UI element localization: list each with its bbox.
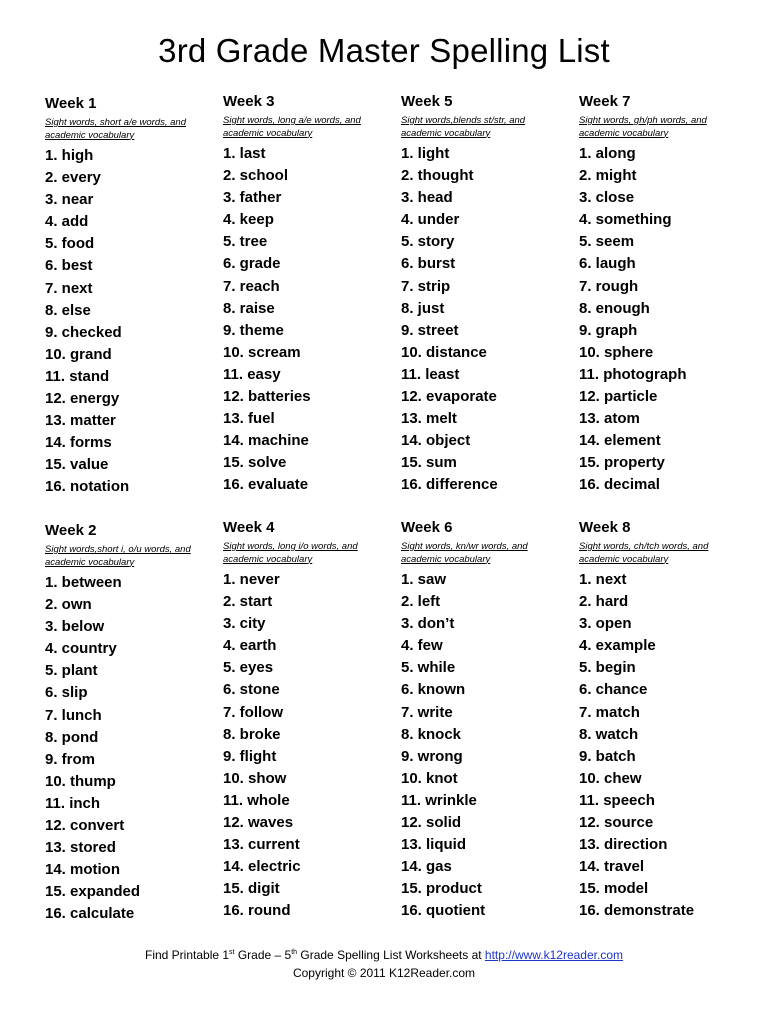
footer-text: Grade Spelling List Worksheets at — [297, 948, 485, 962]
list-item: 8. raise — [223, 299, 275, 317]
week-subtitle: Sight words, long i/o words, and academic vocabulary — [223, 541, 358, 565]
list-item: 1. along — [579, 145, 636, 162]
list-item: 7. rough — [579, 277, 639, 295]
week-6-section — [401, 519, 576, 923]
list-item: 13. melt — [401, 410, 457, 428]
list-item: 14. gas — [401, 858, 452, 876]
list-item: 13. fuel — [223, 410, 275, 428]
list-item: 11. easy — [223, 365, 281, 383]
week-subtitle: Sight words, short a/e words, and academic vocabulary — [45, 117, 186, 141]
week-7-section — [579, 93, 754, 497]
list-item: 4. something — [579, 211, 672, 229]
list-item: 11. inch — [45, 794, 101, 812]
list-item: 11. speech — [579, 791, 655, 809]
list-item: 15. value — [45, 456, 109, 474]
list-item: 14. forms — [45, 434, 112, 452]
list-item: 12. particle — [579, 388, 658, 406]
word-list — [45, 572, 220, 926]
week-heading: Week 8 — [579, 519, 631, 536]
list-item: 15. digit — [223, 880, 280, 898]
list-item: 14. machine — [223, 432, 309, 450]
footer-text: Find Printable 1 — [145, 948, 230, 962]
week-heading: Week 4 — [223, 519, 275, 536]
week-4-section — [223, 519, 398, 923]
list-item: 5. begin — [579, 659, 636, 677]
week-8-section — [579, 519, 754, 923]
list-item: 7. match — [579, 703, 640, 721]
list-item: 16. decimal — [579, 476, 660, 494]
list-item: 11. stand — [45, 367, 110, 385]
list-item: 9. from — [45, 750, 96, 768]
list-item: 5. food — [45, 235, 95, 253]
list-item: 2. thought — [401, 167, 474, 185]
list-item: 2. left — [401, 593, 441, 611]
word-list — [401, 569, 576, 923]
list-item: 7. write — [401, 703, 453, 721]
list-item: 8. else — [45, 301, 91, 319]
week-1-section — [45, 95, 220, 499]
week-subtitle: Sight words, long a/e words, and academic vocabulary — [223, 115, 361, 139]
list-item: 6. chance — [579, 681, 648, 699]
list-item: 2. might — [579, 167, 637, 185]
list-item: 9. checked — [45, 323, 122, 341]
list-item: 7. next — [45, 279, 93, 297]
word-list — [223, 143, 398, 497]
list-item: 16. calculate — [45, 905, 135, 923]
copyright: Copyright © 2011 K12Reader.com — [292, 966, 476, 980]
word-list — [579, 569, 754, 923]
list-item: 13. matter — [45, 412, 116, 430]
list-item: 10. scream — [223, 343, 301, 361]
word-list — [45, 145, 220, 499]
list-item: 4. example — [579, 637, 656, 655]
list-item: 11. wrinkle — [401, 791, 477, 809]
list-item: 10. grand — [45, 345, 112, 363]
list-item: 1. high — [45, 147, 94, 164]
list-item: 12. batteries — [223, 388, 311, 406]
list-item: 14. electric — [223, 858, 301, 876]
list-item: 6. grade — [223, 255, 281, 273]
list-item: 10. thump — [45, 772, 116, 790]
footer-find-line — [0, 944, 768, 964]
list-item: 16. notation — [45, 478, 130, 496]
list-item: 12. energy — [45, 390, 120, 408]
list-item: 15. product — [401, 880, 482, 898]
list-item: 2. start — [223, 593, 273, 611]
list-item: 4. country — [45, 640, 117, 658]
k12reader-link[interactable]: http://www.k12reader.com — [484, 948, 623, 962]
list-item: 13. liquid — [401, 836, 467, 854]
list-item: 10. chew — [579, 769, 642, 787]
list-item: 13. direction — [579, 836, 668, 854]
week-heading: Week 2 — [45, 522, 97, 539]
list-item: 8. knock — [401, 725, 462, 743]
list-item: 2. school — [223, 167, 289, 185]
list-item: 5. while — [401, 659, 456, 677]
word-list — [401, 143, 576, 497]
list-item: 6. slip — [45, 684, 88, 702]
list-item: 4. few — [401, 637, 443, 655]
list-item: 7. follow — [223, 703, 283, 721]
list-item: 13. stored — [45, 839, 116, 857]
week-subtitle: Sight words, kn/wr words, and academic vocabulary — [401, 541, 528, 565]
list-item: 9. batch — [579, 747, 636, 765]
word-list — [223, 569, 398, 923]
week-2-section — [45, 522, 220, 926]
list-item: 15. sum — [401, 454, 457, 472]
list-item: 11. photograph — [579, 365, 687, 383]
list-item: 9. graph — [579, 321, 638, 339]
list-item: 8. broke — [223, 725, 281, 743]
list-item: 16. demonstrate — [579, 902, 695, 920]
list-item: 7. reach — [223, 277, 280, 295]
list-item: 3. below — [45, 618, 105, 636]
list-item: 12. convert — [45, 817, 125, 835]
week-heading: Week 7 — [579, 93, 631, 110]
list-item: 15. model — [579, 880, 649, 898]
week-heading: Week 5 — [401, 93, 453, 110]
week-subtitle: Sight words,blends st/str, and academic vocabulary — [401, 115, 526, 139]
list-item: 12. solid — [401, 814, 462, 832]
list-item: 16. difference — [401, 476, 498, 494]
list-item: 3. close — [579, 189, 635, 207]
footer-text: Grade – 5 — [234, 948, 292, 962]
list-item: 6. best — [45, 257, 93, 275]
list-item: 13. atom — [579, 410, 640, 428]
list-item: 11. whole — [223, 791, 290, 809]
list-item: 12. source — [579, 814, 654, 832]
list-item: 14. element — [579, 432, 661, 450]
list-item: 8. just — [401, 299, 445, 317]
list-item: 15. expanded — [45, 883, 141, 901]
week-subtitle: Sight words,short i, o/u words, and academic vocabulary — [45, 544, 191, 568]
list-item: 10. sphere — [579, 343, 654, 361]
list-item: 4. keep — [223, 211, 274, 229]
list-item: 1. never — [223, 571, 280, 588]
list-item: 3. near — [45, 191, 94, 209]
list-item: 5. story — [401, 233, 455, 251]
list-item: 6. known — [401, 681, 466, 699]
week-heading: Week 3 — [223, 93, 275, 110]
page-title: 3rd Grade Master Spelling List — [158, 32, 610, 69]
list-item: 6. burst — [401, 255, 456, 273]
list-item: 5. seem — [579, 233, 635, 251]
list-item: 15. solve — [223, 454, 287, 472]
list-item: 2. hard — [579, 593, 629, 611]
week-subtitle: Sight words, ch/tch words, and academic vocabulary — [579, 541, 709, 565]
list-item: 3. father — [223, 189, 282, 207]
list-item: 12. evaporate — [401, 388, 497, 406]
list-item: 3. don’t — [401, 615, 455, 633]
list-item: 16. round — [223, 902, 291, 920]
list-item: 9. theme — [223, 321, 284, 339]
list-item: 1. saw — [401, 571, 447, 588]
list-item: 6. stone — [223, 681, 280, 699]
week-subtitle: Sight words, gh/ph words, and academic vocabulary — [579, 115, 707, 139]
list-item: 5. eyes — [223, 659, 274, 677]
list-item: 1. between — [45, 574, 122, 591]
list-item: 7. strip — [401, 277, 451, 295]
list-item: 5. plant — [45, 662, 98, 680]
list-item: 14. motion — [45, 861, 121, 879]
list-item: 4. under — [401, 211, 460, 229]
list-item: 14. object — [401, 432, 471, 450]
list-item: 14. travel — [579, 858, 645, 876]
list-item: 9. street — [401, 321, 459, 339]
list-item: 1. last — [223, 145, 266, 162]
list-item: 7. lunch — [45, 706, 102, 724]
list-item: 16. quotient — [401, 902, 486, 920]
list-item: 1. next — [579, 571, 627, 588]
list-item: 11. least — [401, 365, 460, 383]
word-list — [579, 143, 754, 497]
list-item: 15. property — [579, 454, 665, 472]
footer-sup: th — [291, 949, 298, 956]
week-heading: Week 1 — [45, 95, 97, 112]
list-item: 9. wrong — [401, 747, 463, 765]
list-item: 9. flight — [223, 747, 277, 765]
list-item: 10. distance — [401, 343, 487, 361]
list-item: 6. laugh — [579, 255, 636, 273]
list-item: 10. knot — [401, 769, 458, 787]
list-item: 8. enough — [579, 299, 650, 317]
list-item: 2. own — [45, 596, 92, 614]
list-item: 5. tree — [223, 233, 268, 251]
list-item: 4. earth — [223, 637, 277, 655]
list-item: 3. head — [401, 189, 453, 207]
list-item: 2. every — [45, 169, 101, 187]
list-item: 8. pond — [45, 728, 99, 746]
list-item: 12. waves — [223, 814, 294, 832]
week-5-section — [401, 93, 576, 497]
week-heading: Week 6 — [401, 519, 453, 536]
list-item: 3. city — [223, 615, 266, 633]
list-item: 10. show — [223, 769, 287, 787]
footer-sup: st — [229, 949, 235, 956]
footer — [0, 944, 768, 982]
week-3-section — [223, 93, 398, 497]
list-item: 16. evaluate — [223, 476, 309, 494]
list-item: 1. light — [401, 145, 450, 162]
list-item: 3. open — [579, 615, 632, 633]
list-item: 13. current — [223, 836, 300, 854]
list-item: 8. watch — [579, 725, 639, 743]
list-item: 4. add — [45, 213, 89, 231]
